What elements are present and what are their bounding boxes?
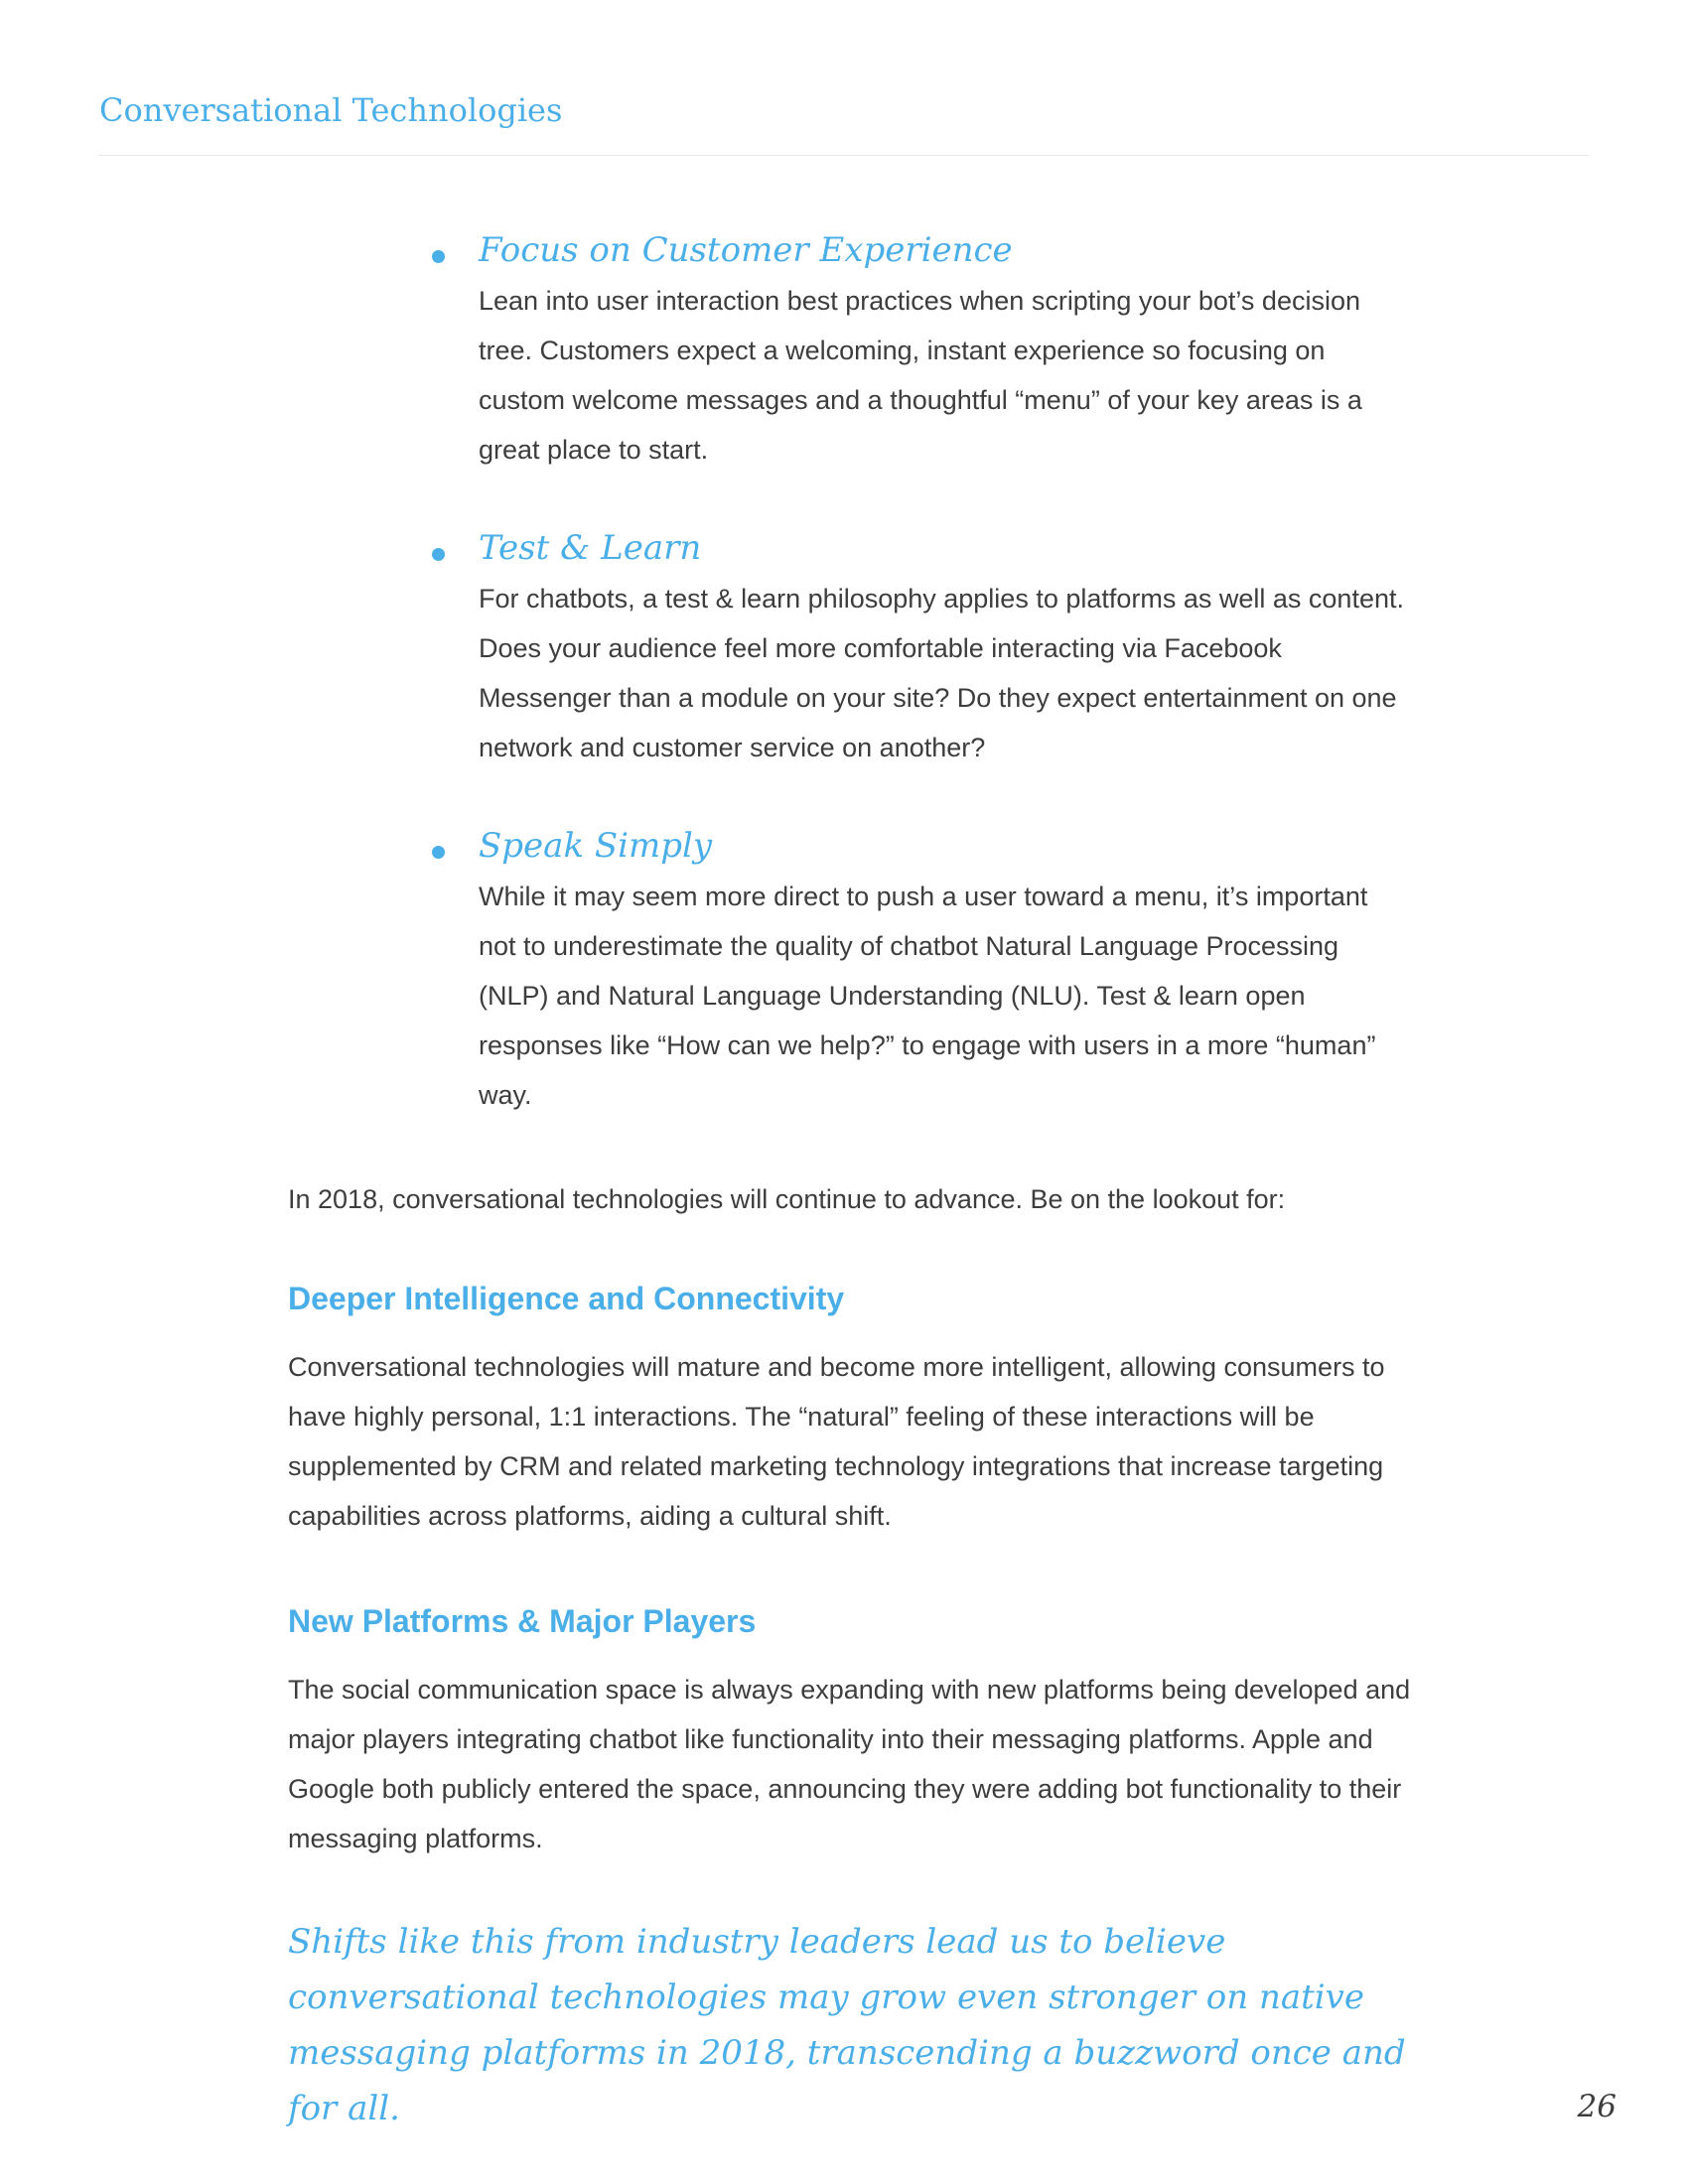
bullet-item-speak-simply — [432, 822, 1405, 1120]
bullet-dot-icon — [432, 250, 445, 263]
bullet-dot-icon — [432, 548, 445, 561]
intro-paragraph: In 2018, conversational technologies will continue to advance. Be on the lookout for: — [288, 1184, 1286, 1214]
page-number: 26 — [1577, 2089, 1617, 2124]
bullet-body: While it may seem more direct to push a user toward a menu, it’s important not to underestimate the quality of chatbot Natural Language Processing (NLP) and Natural Language Understanding (NLU). Test & learn open responses like “How can we help?” to engage with users in a more “human” way. — [479, 882, 1376, 1110]
bullet-title: Speak Simply — [479, 826, 713, 866]
section-body-intelligence: Conversational technologies will mature and become more intelligent, allowing consumers to have highly personal, 1:1 interactions. The “natural” feeling of these interactions will be supplemented by CRM and related marketing technology integrations that increase targeting capabilities across platforms, aiding a cultural shift. — [288, 1352, 1385, 1531]
running-header-title: Conversational Technologies — [99, 91, 563, 129]
bullet-item-test-learn — [432, 524, 1405, 772]
bullet-body: Lean into user interaction best practices when scripting your bot’s decision tree. Customers expect a welcoming, instant experience so focusing on custom welcome messages and a thoughtful “menu” of your key areas is a great place to start. — [479, 286, 1362, 465]
bullet-title: Focus on Customer Experience — [479, 230, 1013, 270]
section-heading-intelligence: Deeper Intelligence and Connectivity — [288, 1281, 845, 1316]
pull-quote: Shifts like this from industry leaders lead us to believe conversational technologies may grow even stronger on native messaging platforms in 2018, transcending a buzzword once and for all. — [288, 1922, 1406, 2128]
bullet-body: For chatbots, a test & learn philosophy applies to platforms as well as content. Does your audience feel more comfortable interacting via Facebook Messenger than a module on your site? Do they expect entertainment on one network and customer service on another? — [479, 584, 1404, 762]
bullet-dot-icon — [432, 846, 445, 859]
section-body-platforms: The social communication space is always expanding with new platforms being developed and major players integrating chatbot like functionality into their messaging platforms. Apple and Google both publicly entered the space, announcing they were adding bot functionality to their messaging platforms. — [288, 1675, 1411, 1853]
bullet-item-customer-experience — [432, 226, 1405, 475]
bullet-title: Test & Learn — [479, 528, 702, 568]
section-heading-platforms: New Platforms & Major Players — [288, 1603, 757, 1639]
header-divider — [99, 155, 1589, 156]
